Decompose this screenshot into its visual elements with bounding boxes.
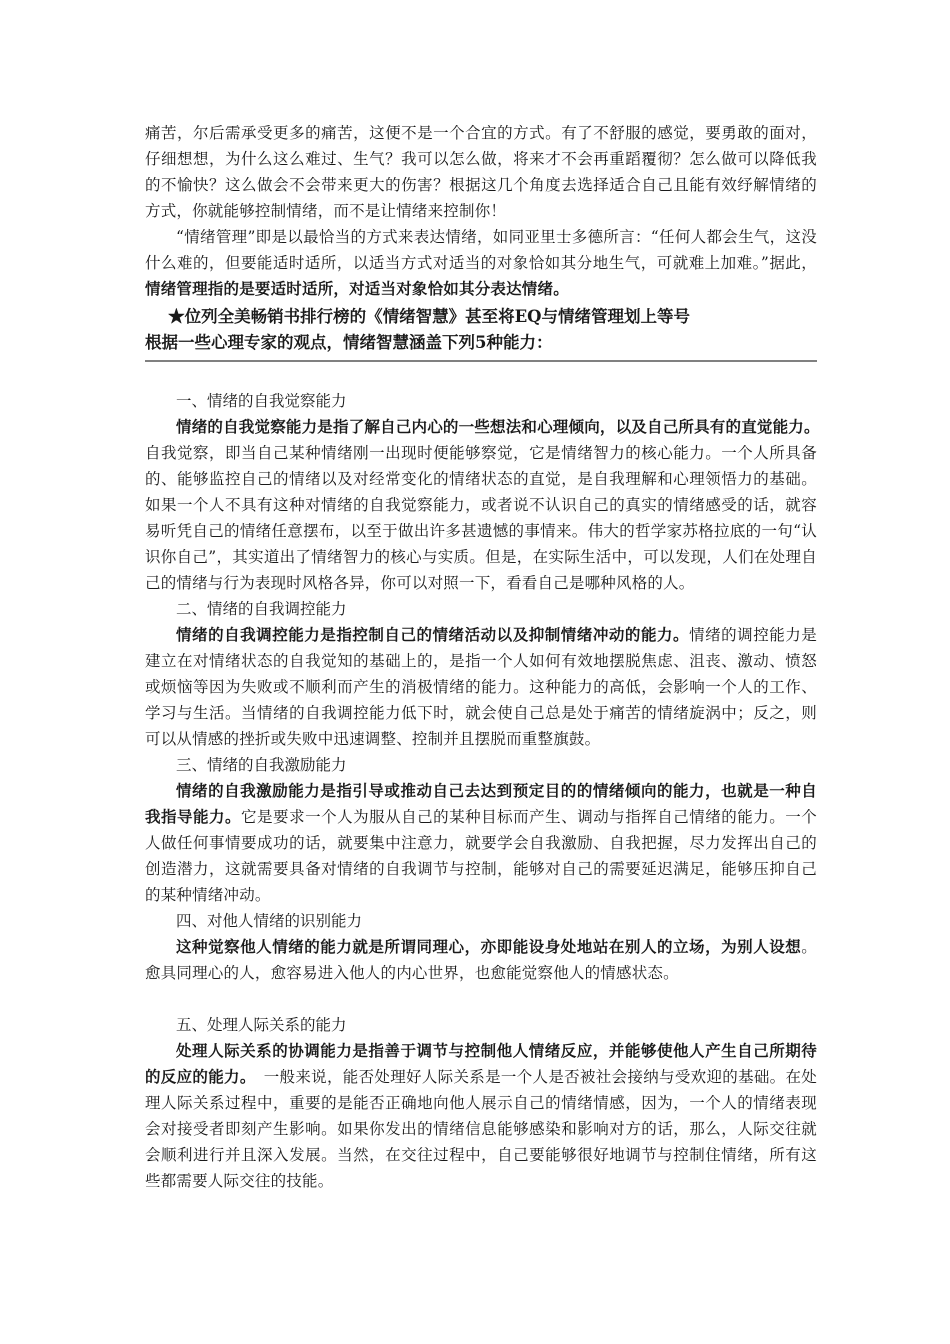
intro-paragraph: 痛苦，尔后需承受更多的痛苦，这便不是一个合宜的方式。有了不舒服的感觉，要勇敢的面对，仔细想想，为什么这么难过、生气？我可以怎么做，将来才不会再重蹈覆彻？怎么做可以降低我的不愉快？这么做会不会带来更大的伤害？根据这几个角度去选择适合自己且能有效纾解情绪的方式，你就能够控制情绪，而不是让情绪来控制你！ bbox=[145, 124, 817, 220]
section-title-empathy: 四、对他人情绪的识别能力 bbox=[176, 912, 363, 930]
section-body-self-awareness bbox=[145, 414, 828, 596]
emotion-management-text: “情绪管理”即是以最恰当的方式来表达情绪，如同亚里士多德所言：“任何人都会生气，这没什么难的，但要能适时适所，以适当方式对适当的对象恰如其分地生气，可就难上加难。”据此， bbox=[145, 228, 817, 272]
section-text-empathy: 。愈具同理心的人，愈容易进入他人的内心世界，也愈能觉察他人的情感状态。 bbox=[145, 938, 817, 982]
section-body-self-regulation bbox=[145, 622, 817, 752]
section-title-relationships: 五、处理人际关系的能力 bbox=[176, 1016, 347, 1034]
document-page bbox=[145, 120, 828, 1194]
section-bold-empathy: 这种觉察他人情绪的能力就是所谓同理心，亦即能设身处地站在别人的立场，为别人设想 bbox=[176, 937, 802, 956]
section-bold-self-regulation: 情绪的自我调控能力是指控制自己的情绪活动以及抑制情绪冲动的能力。 bbox=[176, 625, 690, 644]
highlight-block bbox=[145, 304, 817, 356]
section-text-self-motivation: 它是要求一个人为服从自己的某种目标而产生、调动与指挥自己情绪的能力。一个人做任何事情要成功的话，就要集中注意力，就要学会自我激励、自我把握，尽力发挥出自己的创造潜力，这就需要具备对情绪的自我调节与控制，能够对自己的需要延迟满足，能够压抑自己的某种情绪冲动。 bbox=[145, 808, 818, 904]
section-body-relationships bbox=[145, 1038, 817, 1194]
section-text-relationships: 一般来说，能否处理好人际关系是一个人是否被社会接纳与受欢迎的基础。在处理人际关系过程中，重要的是能否正确地向他人展示自己的情绪情感，因为，一个人的情绪表现会对接受者即刻产生影响。如果你发出的情绪信息能够感染和影响对方的话，那么，人际交往就会顺利进行并且深入发展。当然，在交往过程中，自己要能够很好地调节与控制住情绪，所有这些都需要人际交往的技能。 bbox=[145, 1068, 818, 1190]
highlight-line-2: 根据一些心理专家的观点，情绪智慧涵盖下列5种能力： bbox=[145, 333, 553, 352]
emotion-management-definition: 情绪管理指的是要适时适所，对适当对象恰如其分表达情绪。 bbox=[145, 279, 569, 298]
highlight-line-1: ★位列全美畅销书排行榜的《情绪智慧》甚至将EQ与情绪管理划上等号 bbox=[168, 307, 691, 326]
section-body-empathy bbox=[145, 934, 817, 986]
section-title-self-motivation: 三、情绪的自我激励能力 bbox=[176, 756, 347, 774]
section-title-self-awareness: 一、情绪的自我觉察能力 bbox=[176, 392, 347, 410]
section-bold-self-motivation: 情绪的自我激励能力是指引导或推动自己去达到预定目的的情绪倾向的能力，也就是一种自我指导能力。 bbox=[145, 781, 817, 826]
section-bold-relationships: 处理人际关系的协调能力是指善于调节与控制他人情绪反应，并能够使他人产生自己所期待的反应的能力。 bbox=[145, 1041, 817, 1086]
section-body-self-motivation bbox=[145, 778, 817, 908]
emotion-management-paragraph bbox=[145, 224, 817, 302]
section-title-self-regulation: 二、情绪的自我调控能力 bbox=[176, 600, 347, 618]
section-text-self-awareness: 自我觉察，即当自己某种情绪刚一出现时便能够察觉，它是情绪智力的核心能力。一个人所具备的、能够监控自己的情绪以及对经常变化的情绪状态的直觉，是自我理解和心理领悟力的基础。如果一个人不具有这种对情绪的自我觉察能力，或者说不认识自己的真实的情绪感受的话，就容易听凭自己的情绪任意摆布，以至于做出许多甚遗憾的事情来。伟大的哲学家苏格拉底的一句“认识你自己”，其实道出了情绪智力的核心与实质。但是，在实际生活中，可以发现，人们在处理自己的情绪与行为表现时风格各异，你可以对照一下，看看自己是哪种风格的人。 bbox=[145, 418, 828, 592]
section-bold-self-awareness: 情绪的自我觉察能力是指了解自己内心的一些想法和心理倾向，以及自己所具有的直觉能力。 bbox=[176, 417, 812, 436]
section-text-self-regulation: 情绪的调控能力是建立在对情绪状态的自我觉知的基础上的，是指一个人如何有效地摆脱焦虑、沮丧、激动、愤怒或烦恼等因为失败或不顺利而产生的消极情绪的能力。这种能力的高低，会影响一个人的工作、学习与生活。当情绪的自我调控能力低下时，就会使自己总是处于痛苦的情绪旋涡中；反之，则可以从情感的挫折或失败中迅速调整、控制并且摆脱而重整旗鼓。 bbox=[145, 626, 817, 748]
